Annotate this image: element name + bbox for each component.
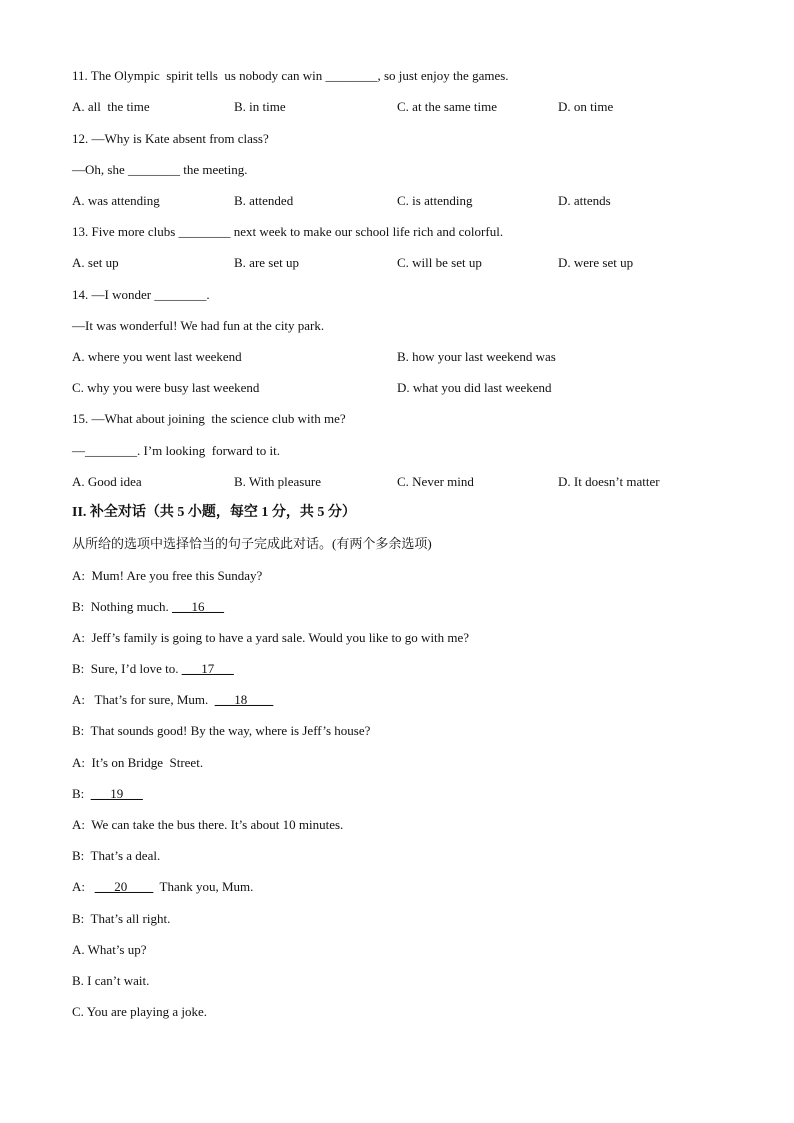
dialogue-line bbox=[72, 692, 273, 708]
dialogue-line bbox=[72, 599, 224, 615]
dialogue-text: B: That’s a deal. bbox=[72, 848, 161, 863]
dialogue-line bbox=[72, 817, 343, 833]
dialogue-text: Thank you, Mum. bbox=[153, 879, 254, 894]
dialogue-text: A: bbox=[72, 879, 95, 894]
dialogue-line bbox=[72, 848, 160, 864]
dialogue-text: B: That sounds good! By the way, where is Jeff’s house? bbox=[72, 723, 371, 738]
q15-option-c: C. Never mind bbox=[397, 474, 474, 489]
q14-option-b: B. how your last weekend was bbox=[397, 349, 556, 364]
q12-option-c: C. is attending bbox=[397, 193, 473, 208]
q15-option-d: D. It doesn’t matter bbox=[558, 474, 660, 489]
q13-option-a: A. set up bbox=[72, 255, 119, 270]
q11-option-c: C. at the same time bbox=[397, 99, 498, 114]
dialogue-line bbox=[72, 879, 253, 895]
question-14-stem: 14. —I wonder ________. bbox=[72, 287, 210, 302]
dialogue-text: B: bbox=[72, 786, 91, 801]
question-15-response bbox=[72, 443, 280, 459]
question-15-stem: 15. —What about joining the science club with me? bbox=[72, 411, 346, 426]
question-13-stem: 13. Five more clubs ________ next week to make our school life rich and colorful. bbox=[72, 224, 504, 239]
q14-option-a: A. where you went last weekend bbox=[72, 349, 242, 364]
dialogue-text: A: It’s on Bridge Street. bbox=[72, 755, 204, 770]
q13-option-c: C. will be set up bbox=[397, 255, 482, 270]
q14-option-c: C. why you were busy last weekend bbox=[72, 380, 260, 395]
section-instruction: 从所给的选项中选择恰当的句子完成此对话。(有两个多余选项) bbox=[72, 536, 432, 551]
dialogue-line bbox=[72, 911, 170, 927]
dialogue-line bbox=[72, 630, 469, 646]
q13-option-b: B. are set up bbox=[234, 255, 299, 270]
q15-response-text: . I’m looking forward to it. bbox=[137, 443, 280, 458]
dialogue-text: B: Sure, I’d love to. bbox=[72, 661, 182, 676]
blank-19: ___19___ bbox=[90, 786, 143, 801]
dialogue-text: A: Jeff’s family is going to have a yard sale. Would you like to go with me? bbox=[72, 630, 470, 645]
choice-b: B. I can’t wait. bbox=[72, 973, 150, 988]
q11-option-b: B. in time bbox=[234, 99, 286, 114]
blank-18: ___18____ bbox=[214, 692, 274, 707]
question-11-stem: 11. The Olympic spirit tells us nobody can win ________, so just enjoy the games. bbox=[72, 68, 509, 83]
choice-c: C. You are playing a joke. bbox=[72, 1004, 208, 1019]
q12-option-a: A. was attending bbox=[72, 193, 160, 208]
dialogue-text: A: We can take the bus there. It’s about 10 minutes. bbox=[72, 817, 344, 832]
dialogue-line bbox=[72, 755, 203, 771]
dialogue-line bbox=[72, 568, 262, 584]
question-12-stem: 12. —Why is Kate absent from class? bbox=[72, 131, 269, 146]
question-14-response: —It was wonderful! We had fun at the city park. bbox=[72, 318, 325, 333]
q15-option-a: A. Good idea bbox=[72, 474, 142, 489]
section-title: II. 补全对话（共 5 小题，每空 1 分，共 5 分） bbox=[72, 505, 356, 520]
q15-option-b: B. With pleasure bbox=[234, 474, 321, 489]
q13-option-d: D. were set up bbox=[558, 255, 634, 270]
blank-20: ___20____ bbox=[94, 879, 154, 894]
dialogue-text: B: Nothing much. bbox=[72, 599, 173, 614]
q15-blank: —________ bbox=[72, 443, 137, 458]
q12-option-b: B. attended bbox=[234, 193, 294, 208]
dialogue-line bbox=[72, 661, 234, 677]
q11-option-a: A. all the time bbox=[72, 99, 150, 114]
dialogue-text: A: Mum! Are you free this Sunday? bbox=[72, 568, 263, 583]
dialogue-text: A: That’s for sure, Mum. bbox=[72, 692, 215, 707]
q11-option-d: D. on time bbox=[558, 99, 614, 114]
dialogue-text: B: That’s all right. bbox=[72, 911, 171, 926]
q12-option-d: D. attends bbox=[558, 193, 611, 208]
dialogue-line bbox=[72, 786, 143, 802]
blank-16: ___16___ bbox=[172, 599, 225, 614]
question-12-response: —Oh, she ________ the meeting. bbox=[72, 162, 248, 177]
q14-option-d: D. what you did last weekend bbox=[397, 380, 552, 395]
dialogue-line bbox=[72, 723, 370, 739]
choice-a: A. What’s up? bbox=[72, 942, 147, 957]
blank-17: ___17___ bbox=[181, 661, 234, 676]
